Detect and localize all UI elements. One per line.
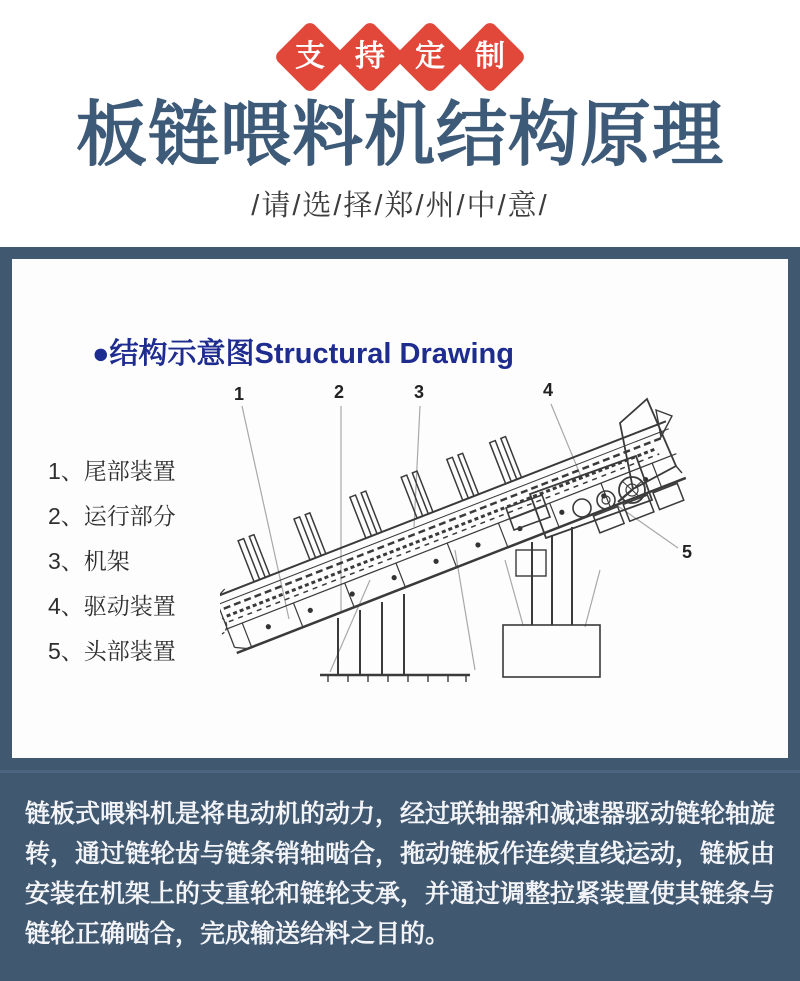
page-title: 板链喂料机结构原理 [75, 96, 724, 175]
badge-char: 制 [475, 40, 505, 73]
legend-item [48, 584, 176, 629]
right-supports [503, 527, 600, 677]
description-line: 转，通过链轮齿与链条销轴啮合，拖动链板作连续直线运动，链板由 [25, 840, 776, 868]
legend-label: 机架 [83, 548, 130, 574]
callout-3: 3 [414, 382, 425, 402]
tail-device [220, 589, 248, 659]
badge-char: 定 [415, 40, 445, 73]
structural-drawing [220, 380, 790, 710]
drive-unit [506, 456, 652, 538]
description-line: 安装在机架上的支重轮和链轮支承，并通过调整拉紧装置使其链条与 [25, 880, 776, 908]
frame-band [227, 454, 693, 672]
legend-item [48, 629, 176, 674]
inclined-conveyor [220, 380, 695, 678]
legend-label: 运行部分 [83, 503, 176, 529]
legend-num: 2、 [48, 503, 84, 529]
side-posts [238, 437, 521, 582]
badge-char: 支 [295, 40, 325, 73]
legend-item [48, 494, 176, 539]
plate-chain [224, 438, 667, 622]
description-line: 链轮正确啮合，完成输送给料之目的。 [25, 920, 451, 948]
callout-4: 4 [543, 380, 554, 400]
legend-num: 4、 [48, 593, 84, 619]
badge-char: 持 [355, 40, 385, 73]
legend-label: 尾部装置 [83, 458, 176, 484]
description-text [0, 773, 800, 954]
parts-legend [48, 449, 176, 674]
legend-num: 5、 [48, 638, 84, 664]
support-wheels [265, 476, 649, 630]
description-band [0, 770, 800, 981]
callout-2: 2 [334, 382, 345, 402]
legend-num: 1、 [48, 458, 84, 484]
callout-numbers [234, 380, 692, 562]
legend-item [48, 449, 176, 494]
description-line: 链板式喂料机是将电动机的动力，经过联轴器和减速器驱动链轮轴旋 [25, 800, 776, 828]
callout-1: 1 [234, 384, 245, 404]
left-supports [320, 594, 470, 682]
customization-badge [0, 31, 800, 83]
callout-5: 5 [682, 542, 693, 562]
panel-heading: ●结构示意图Structural Drawing [92, 338, 514, 370]
legend-label: 头部装置 [83, 638, 176, 664]
legend-item [48, 539, 176, 584]
page-subtitle: /请/选/择/郑/州/中/意/ [251, 190, 549, 222]
structural-drawing-panel [0, 247, 800, 770]
foundation-block [503, 625, 600, 677]
legend-label: 驱动装置 [83, 593, 176, 619]
legend-num: 3、 [48, 548, 84, 574]
